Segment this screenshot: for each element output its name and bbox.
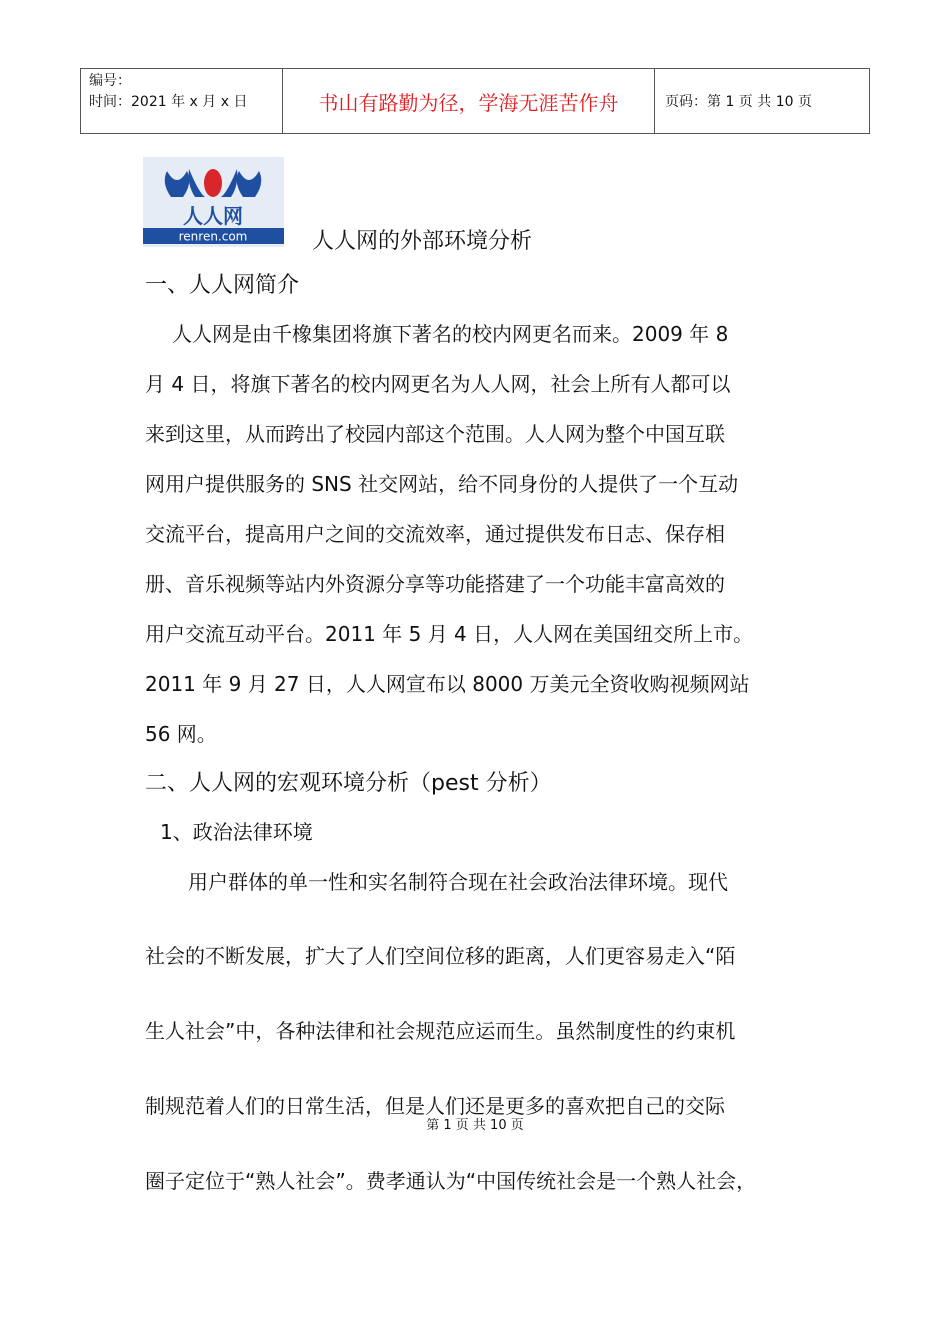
- logo-brand-cn: 人人网: [183, 204, 243, 228]
- section2-line-0: 用户群体的单一性和实名制符合现在社会政治法律环境。现代: [188, 870, 728, 894]
- page-cell: [655, 69, 869, 133]
- motto-cell: [283, 69, 655, 133]
- section1-line-1: 月 4 日，将旗下著名的校内网更名为人人网，社会上所有人都可以: [145, 372, 731, 396]
- header-left-cell: [81, 69, 283, 133]
- section1-line-5: 册、音乐视频等站内外资源分享等功能搭建了一个功能丰富高效的: [145, 572, 725, 596]
- number-label: 编号：: [89, 73, 131, 89]
- section1-line-4: 交流平台，提高用户之间的交流效率，通过提供发布日志、保存相: [145, 522, 725, 546]
- section2-line-4: 圈子定位于“熟人社会”。费孝通认为“中国传统社会是一个熟人社会，: [145, 1169, 757, 1193]
- section1-heading: 一、人人网简介: [145, 273, 300, 298]
- header-table: [80, 68, 870, 134]
- time-label: 时间：2021 年 x 月 x 日: [89, 94, 248, 110]
- section1-line-7: 2011 年 9 月 27 日，人人网宣布以 8000 万美元全资收购视频网站: [145, 672, 750, 696]
- section1-line-3: 网用户提供服务的 SNS 社交网站，给不同身份的人提供了一个互动: [145, 472, 739, 496]
- section1-line-2: 来到这里，从而跨出了校园内部这个范围。人人网为整个中国互联: [145, 422, 725, 446]
- section2-line-2: 生人社会”中，各种法律和社会规范应运而生。虽然制度性的约束机: [145, 1019, 736, 1043]
- doc-title: 人人网的外部环境分析: [312, 229, 533, 254]
- renren-logo-graphic: [143, 157, 284, 247]
- footer-page: 第 1 页 共 10 页: [426, 1118, 524, 1133]
- section1-line-0: 人人网是由千橡集团将旗下著名的校内网更名而来。2009 年 8: [172, 322, 729, 346]
- section1-line-6: 用户交流互动平台。2011 年 5 月 4 日，人人网在美国纽交所上市。: [145, 622, 754, 646]
- renren-logo: [143, 157, 284, 247]
- section2-line-3: 制规范着人们的日常生活，但是人们还是更多的喜欢把自己的交际: [145, 1094, 725, 1118]
- page-label: 页码：第 1 页 共 10 页: [665, 94, 812, 110]
- section1-line-8: 56 网。: [145, 722, 217, 746]
- section2-line-1: 社会的不断发展，扩大了人们空间位移的距离，人们更容易走入“陌: [145, 944, 736, 968]
- logo-brand-en: renren.com: [178, 229, 248, 244]
- section2-sub1: 1、政治法律环境: [160, 820, 313, 844]
- section2-heading: 二、人人网的宏观环境分析（pest 分析）: [145, 771, 552, 796]
- motto-text: 书山有路勤为径，学海无涯苦作舟: [318, 90, 619, 115]
